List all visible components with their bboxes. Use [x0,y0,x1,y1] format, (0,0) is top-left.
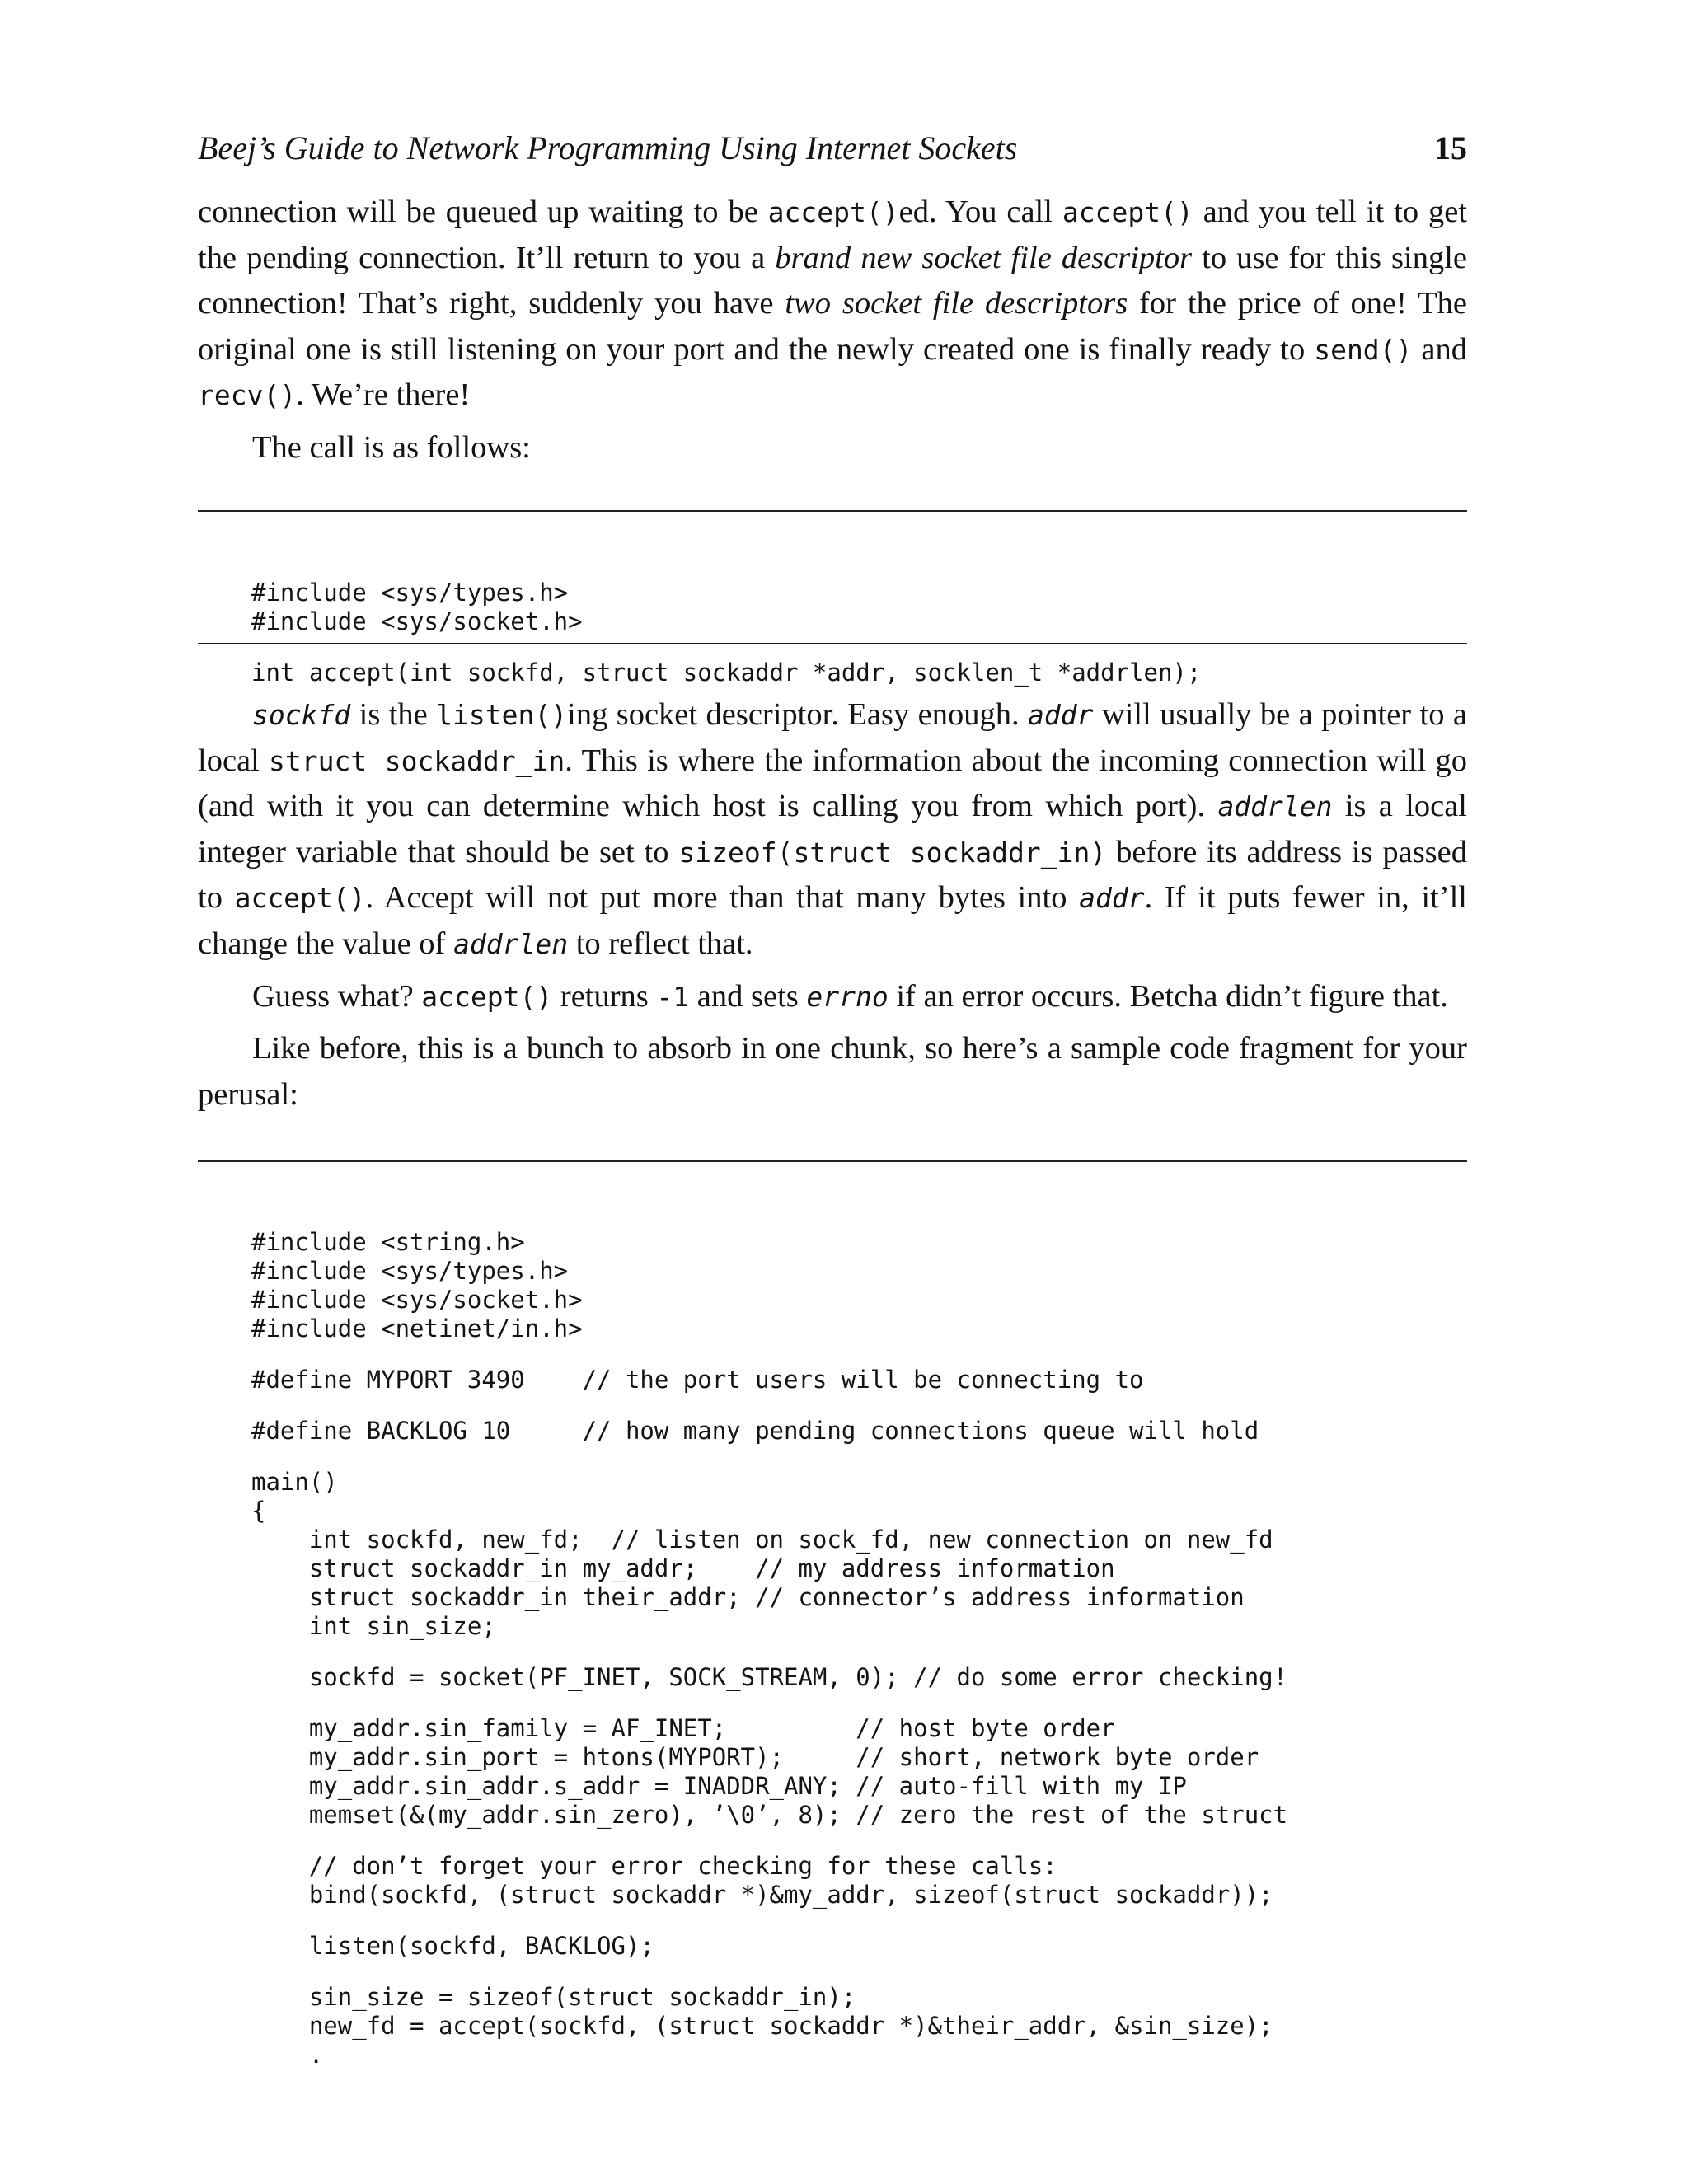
code-line: sockfd = socket(PF_INET, SOCK_STREAM, 0); // do some error checking! [251,1663,1288,1691]
page-header [198,125,1467,175]
parameter-name: sockfd [252,699,351,731]
code-line: #include <sys/types.h> [251,1257,569,1285]
intro-paragraphs [198,190,1467,471]
inline-code: send() [1314,333,1413,366]
code-line: my_addr.sin_family = AF_INET; // host byte order [251,1714,1115,1742]
inline-code: accept() [234,882,366,915]
code-line: struct sockaddr_in my_addr; // my address information [251,1554,1115,1582]
parameter-name: addr [1028,699,1094,731]
inline-code: accept() [1062,196,1193,228]
emphasis: two socket file descriptors [785,286,1128,321]
parameter-name: addrlen [453,927,569,960]
code-line: #include <string.h> [251,1228,525,1256]
paragraph-call-follows: The call is as follows: [252,429,531,465]
code-line: #define BACKLOG 10 // how many pending connections queue will hold [251,1417,1259,1445]
parameter-name: addr [1079,882,1145,915]
explanation-paragraphs [198,692,1467,1118]
code-line: int accept(int sockfd, struct sockaddr *addr, socklen_t *addrlen); [251,658,1202,687]
code-block-rule-bottom [198,643,1467,644]
code-line: // don’t forget your error checking for these calls: [251,1852,1057,1880]
inline-code: struct sockaddr_in [269,744,565,777]
server-sample-code [251,1170,1287,2127]
code-line: #include <sys/socket.h> [251,1286,583,1314]
code-line: . [251,2041,324,2069]
code-line: #include <sys/socket.h> [251,607,583,635]
parameter-name: errno [806,980,889,1013]
code-line: { [251,1497,266,1525]
inline-code: accept() [421,980,553,1013]
paragraph-accept-intro: connection will be queued up waiting to be accept()ed. You call accept() and you tell it to get the pending connection. It’ll return to you a brand new socket file descriptor to use for this single connection! That’s right, suddenly you have two socket file descriptors for the price of one! The original one is still listening on your port and the newly created one is finally ready to send() and recv(). We’re there! [198,194,1468,413]
code-line: new_fd = accept(sockfd, (struct sockaddr *)&their_addr, &sin_size); [251,2012,1273,2040]
running-title: Beej’s Guide to Network Programming Using Internet Sockets [198,129,1018,166]
code-line: struct sockaddr_in their_addr; // connector’s address information [251,1583,1245,1611]
code-sample-rule-top [198,1160,1467,1162]
code-line: sin_size = sizeof(struct sockaddr_in); [251,1983,856,2011]
inline-code: -1 [656,980,690,1013]
paragraph-accept-errors: Guess what? accept() returns -1 and sets errno if an error occurs. Betcha didn’t figure that. [252,978,1448,1014]
code-line: my_addr.sin_addr.s_addr = INADDR_ANY; // auto-fill with my IP [251,1772,1187,1800]
paragraph-accept-params: sockfd is the listen()ing socket descriptor. Easy enough. addr will usually be a pointer to a local struct sockaddr_in. This is where the information about the incoming connection will go (and with it you can determine which host is calling you from which port). addrlen is a local integer variable that should be set to sizeof(struct sockaddr_in) before its address is passed to accept(). Accept will not put more than that many bytes into addr. If it puts fewer in, it’ll change the value of addrlen to reflect that. [198,697,1468,961]
paragraph-sample-intro: Like before, this is a bunch to absorb in one chunk, so here’s a sample code fragment for your perusal: [198,1031,1467,1112]
code-line: #define MYPORT 3490 // the port users will be connecting to [251,1366,1144,1394]
code-line: listen(sockfd, BACKLOG); [251,1932,654,1960]
inline-code: listen() [436,699,568,731]
code-line: int sin_size; [251,1612,496,1640]
code-line: memset(&(my_addr.sin_zero), ’\0’, 8); // zero the rest of the struct [251,1801,1288,1829]
emphasis: brand new socket file descriptor [775,240,1193,275]
code-block-rule-top [198,510,1467,512]
code-line: #include <sys/types.h> [251,579,569,607]
inline-code: recv() [198,379,297,412]
inline-code: sizeof(struct sockaddr_in) [678,836,1107,869]
code-line: bind(sockfd, (struct sockaddr *)&my_addr, sizeof(struct sockaddr)); [251,1881,1273,1909]
page-number: 15 [1434,129,1467,166]
inline-code: accept() [767,196,899,228]
parameter-name: addrlen [1217,790,1333,823]
code-line: int sockfd, new_fd; // listen on sock_fd, new connection on new_fd [251,1526,1273,1554]
code-line: my_addr.sin_port = htons(MYPORT); // short, network byte order [251,1743,1259,1771]
code-line: #include <netinet/in.h> [251,1315,583,1343]
code-line: main() [251,1468,338,1496]
